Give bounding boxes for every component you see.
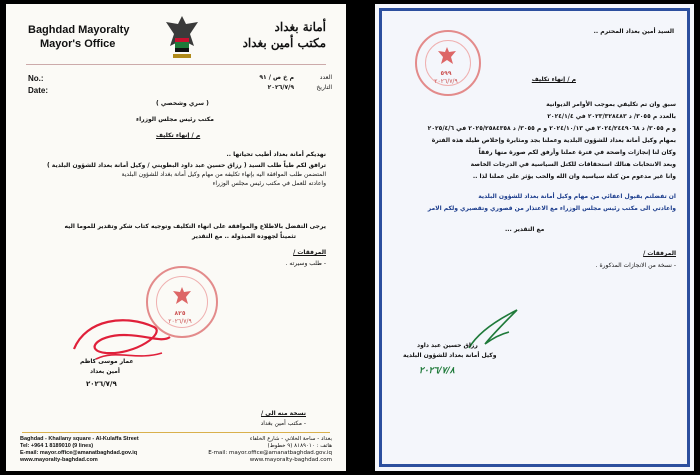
num-label-ar: العدد [319,74,332,81]
body-line: و م ٣٠٥٥/ د ٢٠٢٤/٢٤٤٩٠٦٨ في ٢٠٢٤/١٠/١٣ و م ٣٠٥٥/ د ٢٠٢٥/٢٥٨٤٣٥٨ في ٢٠٢٥/٤/٦ [427,125,676,132]
header-ar-line1: أمانة بغداد [274,20,326,34]
body-line: وكان لنا إنجازات واضحة في فترة عملنا وأرفق لكم صورة منها رفقاً [478,149,676,156]
subject: م / إنهاء تكليف [531,76,576,83]
signature-title: وكيل أمانة بغداد للشؤون البلدية [403,352,497,359]
subject: م / إنهاء تكليف [156,132,201,139]
official-stamp [415,30,481,96]
stamp-date: ٢٠٢٦/٧/٩ [434,78,458,85]
footer-address-en: Baghdad - Khailany square - Al-Kulaffa Street [20,436,139,442]
stamp-number: ٨٢٥ [174,310,186,317]
signature-date: ٢٠٢٦/٧/٨ [419,366,455,376]
addressee: مكتب رئيس مجلس الوزراء [136,116,214,123]
attachments-title: المرفقات / [293,249,326,256]
deputy-request-letter [375,4,694,471]
request-line: يرجى التفضل بالاطلاع والموافقة على انهاء التكليف وتوجيه كتاب شكر وتقدير للموما اليه [64,223,326,230]
header-ar-line2: مكتب أمين بغداد [242,36,326,50]
body-line: سبق وان تم تكليفي بموجب الأوامر الديوانية [546,101,676,108]
request-line: تثميناً لجهوده المبذولة .. مع التقدير [191,233,296,240]
footer-address-ar: بغداد - ساحة الخلاني - شارع الخلفاء [249,436,332,442]
signature-title: أمين بغداد [90,368,120,375]
addressee: السيد أمين بغداد المحترم .. [593,28,674,35]
no-label: No.: [28,74,44,83]
secret-mark: ( سري وشخصي ) [156,100,209,107]
date-label: Date: [28,86,49,95]
body-line: ترافق لكم طياً طلب السيد ( رزاق حسين عبد داود البطويني / وكيل أمانة بغداد للشؤون البلدية ) [46,162,326,169]
signature-date: ٢٠٢٦/٧/٩ [86,380,117,388]
request-line: واعادتي الى مكتب رئيس مجلس الوزراء مع الاعتذار من قصوري وتقصيري ولكم الامر [427,205,676,212]
signature-name: عمار موسى كاظم [80,358,134,365]
attachments-item: - طلب وسيرته . [285,260,326,267]
body-line: المتضمن طلب الموافقة اليه بإنهاء تكليفه من مهام وكيل أمانة بغداد للشؤون البلدية [121,171,326,178]
footer-email-en[interactable]: E-mail: mayor.office@amanatbaghdad.gov.iq [20,450,138,456]
body-line: وبعد الانتخابات هنالك استحقاقات للكتل السياسية في الدرجات الخاصة [470,161,676,168]
body-line: واعادته للعمل في مكتب رئيس مجلس الوزراء [212,180,326,187]
request-line: ان تفضلتم بقبول اعفائي من مهام وكيل أمانة بغداد للشؤون البلدية [478,193,676,200]
mayor-office-letter [6,4,346,471]
footer-web-en[interactable]: www.mayoralty-baghdad.com [20,457,98,463]
num-value: م خ ص / ٩١ [259,74,294,81]
body-line: وانا غير مدعوم من كتلة سياسية وان الله والحب يؤثر على عملنا لذا .. [472,173,676,180]
copy-title: نسخة منه الى / [261,410,306,417]
footer-ar [208,436,332,464]
copy-item: - مكتب أمين بغداد [260,420,306,427]
greeting: نهديكم أمانة بغداد أطيب تحياتها .. [226,151,326,158]
body-line: بالعدد م ٣٠٥٥/ د ٢٠٢٣/٣٢٨٤٨٣ في ٢٠٢٤/١/٤ [547,113,676,120]
date-label-ar: التاريخ [316,84,332,91]
header-en-line2: Mayor's Office [40,38,116,50]
stamp-number: ٥٩٩ [440,70,452,77]
footer-email-ar[interactable]: E-mail: mayor.office@amanatbaghdad.gov.iq [208,450,332,456]
closing: ... مع التقدير [505,226,545,233]
signature-name: رزاق حسين عبد داود [417,342,478,349]
footer-web-ar[interactable]: www.mayoralty-baghdad.com [249,457,332,463]
attachments-item: - نسخة من الانجازات المذكورة . [595,262,676,269]
footer-tel-ar: هاتف : ٨١٨٩٠١٠ (٩ خطوط) [267,443,332,449]
iraq-eagle-emblem [162,12,202,62]
body-line: بمهام وكيل أمانة بغداد للشؤون البلدية وعملنا بجد ومثابرة وإخلاص طيلة هذه الفترة [431,137,676,144]
footer-en [20,436,139,464]
header-en-line1: Baghdad Mayoralty [28,24,130,36]
footer-tel-en: Tel: +964 1 8189010 (9 lines) [20,443,94,449]
date-value: ٢٠٢٦/٧/٩ [267,84,294,91]
attachments-title: المرفقات / [643,250,676,257]
stamp-date: ٢٠٢٦/٧/٩ [168,318,192,325]
